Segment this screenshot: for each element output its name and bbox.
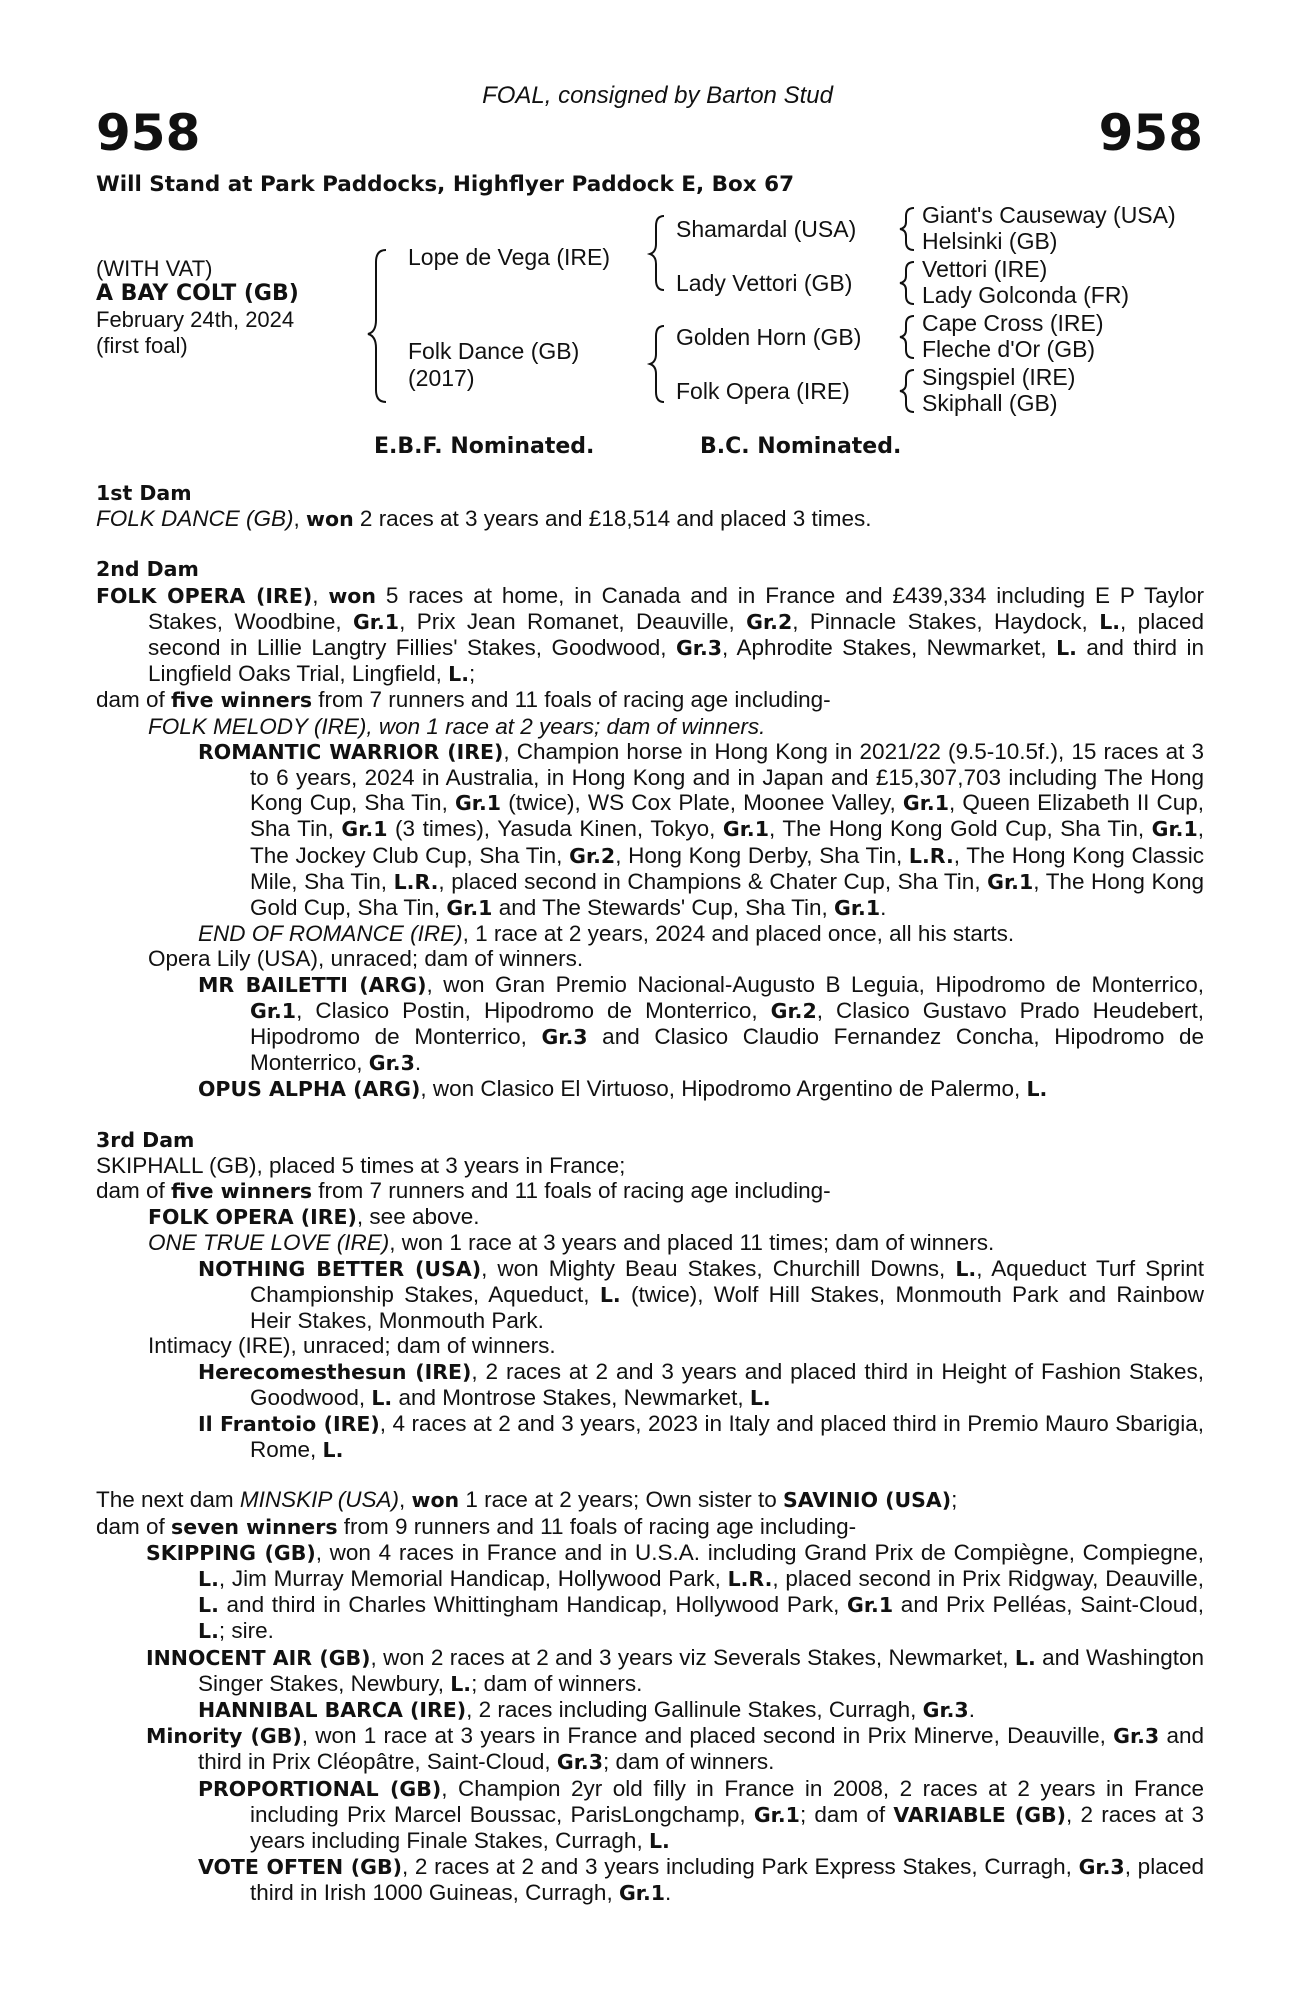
vat-note: (WITH VAT)	[96, 256, 213, 281]
first-dam-heading: 1st Dam	[96, 481, 192, 505]
main-brace	[368, 250, 386, 402]
sire-sire: Shamardal (USA)	[676, 216, 857, 242]
produce-skipping: SKIPPING (GB), won 4 races in France and in U.S.A. including Grand Prix de Compiègne, Compiegne, L., Jim Murray Memorial Handicap, Hollywood Park, L.R., placed second in Prix Ridgway, Deauville, L. and third in Charles Whittingham Handicap, Hollywood Park, Gr.1 and Prix Pelléas, Saint-Cloud, L.; sire.	[146, 1539, 1205, 1644]
lot-number-right: 958	[1098, 104, 1203, 162]
produce-folk-melody: FOLK MELODY (IRE), won 1 race at 2 years; dam of winners.	[148, 713, 766, 739]
foal-note: (first foal)	[96, 333, 188, 358]
second-dam-produce-summary: dam of five winners from 7 runners and 11 foals of racing age including-	[96, 687, 831, 713]
sire: Lope de Vega (IRE)	[408, 244, 611, 270]
stable-location: Will Stand at Park Paddocks, Highflyer Paddock E, Box 67	[96, 172, 795, 197]
second-dam-record: FOLK OPERA (IRE), won 5 races at home, in Canada and in France and £439,334 including E P Taylor Stakes, Woodbine, Gr.1, Prix Jean Romanet, Deauville, Gr.2, Pinnacle Stakes, Haydock, L., placed second in Lillie Langtry Fillies' Stakes, Goodwood, Gr.3, Aphrodite Stakes, Newmarket, L. and third in Lingfield Oaks Trial, Lingfield, L.;	[96, 582, 1204, 687]
produce-one-true-love: ONE TRUE LOVE (IRE), won 1 race at 3 years and placed 11 times; dam of winners.	[148, 1230, 995, 1256]
produce-hannibal-barca: HANNIBAL BARCA (IRE), 2 races including Gallinule Stakes, Curragh, Gr.3.	[198, 1696, 975, 1722]
dam-brace	[650, 326, 664, 402]
ds-dam: Fleche d'Or (GB)	[922, 336, 1096, 362]
produce-herecomesthesun: Herecomesthesun (IRE), 2 races at 2 and 3 years and placed third in Height of Fashion Stakes, Goodwood, L. and Montrose Stakes, Newmarket, L.	[198, 1358, 1204, 1410]
ss-dam: Helsinki (GB)	[922, 228, 1058, 254]
produce-vote-often: VOTE OFTEN (GB), 2 races at 2 and 3 years including Park Express Stakes, Curragh, Gr.3, placed third in Irish 1000 Guineas, Curragh, Gr.1.	[198, 1854, 1204, 1906]
next-dam-record: The next dam MINSKIP (USA), won 1 race at 2 years; Own sister to SAVINIO (USA);	[96, 1487, 958, 1513]
bc-nomination: B.C. Nominated.	[700, 434, 902, 459]
ds-brace	[900, 316, 914, 358]
third-dam-produce-summary: dam of five winners from 7 runners and 11 foals of racing age including-	[96, 1178, 831, 1204]
lot-number-left: 958	[96, 104, 201, 162]
catalogue-body	[96, 480, 1204, 1907]
third-dam-record: SKIPHALL (GB), placed 5 times at 3 years in France;	[96, 1152, 626, 1178]
ss-sire: Giant's Causeway (USA)	[922, 202, 1176, 228]
sire-brace	[650, 216, 664, 290]
sd-brace	[900, 262, 914, 304]
dd-dam: Skiphall (GB)	[922, 390, 1058, 416]
dam-dam: Folk Opera (IRE)	[676, 378, 850, 404]
second-dam-heading: 2nd Dam	[96, 557, 199, 582]
dd-sire: Singspiel (IRE)	[922, 364, 1076, 390]
produce-opus-alpha: OPUS ALPHA (ARG), won Clasico El Virtuoso, Hipodromo Argentino de Palermo, L.	[198, 1076, 1048, 1102]
produce-intimacy: Intimacy (IRE), unraced; dam of winners.	[148, 1333, 556, 1359]
produce-nothing-better: NOTHING BETTER (USA), won Mighty Beau Stakes, Churchill Downs, L., Aqueduct Turf Sprint Championship Stakes, Aqueduct, L. (twice), Wolf Hill Stakes, Monmouth Park and Rainbow Heir Stakes, Monmouth Park.	[198, 1255, 1204, 1334]
produce-minority: Minority (GB), won 1 race at 3 years in France and placed second in Prix Minerve, Deauville, Gr.3 and third in Prix Cléopâtre, Saint-Cloud, Gr.3; dam of winners.	[146, 1723, 1204, 1775]
produce-opera-lily: Opera Lily (USA), unraced; dam of winners.	[148, 946, 584, 972]
horse-name: A BAY COLT (GB)	[96, 281, 299, 306]
produce-romantic-warrior: ROMANTIC WARRIOR (IRE), Champion horse in Hong Kong in 2021/22 (9.5-10.5f.), 15 races at 3 to 6 years, 2024 in Australia, in Hong Kong and in Japan and £15,307,703 including The Hong Kong Cup, Sha Tin, Gr.1 (twice), WS Cox Plate, Moonee Valley, Gr.1, Queen Elizabeth II Cup, Sha Tin, Gr.1 (3 times), Yasuda Kinen, Tokyo, Gr.1, The Hong Kong Gold Cup, Sha Tin, Gr.1, The Jockey Club Cup, Sha Tin, Gr.2, Hong Kong Derby, Sha Tin, L.R., The Hong Kong Classic Mile, Sha Tin, L.R., placed second in Champions & Chater Cup, Sha Tin, Gr.1, The Hong Kong Gold Cup, Sha Tin, Gr.1 and The Stewards' Cup, Sha Tin, Gr.1.	[198, 738, 1205, 921]
ds-sire: Cape Cross (IRE)	[922, 310, 1104, 336]
produce-proportional: PROPORTIONAL (GB), Champion 2yr old filly in France in 2008, 2 races at 2 years in France including Prix Marcel Boussac, ParisLongchamp, Gr.1; dam of VARIABLE (GB), 2 races at 3 years including Finale Stakes, Curragh, L.	[198, 1775, 1204, 1853]
foaling-date: February 24th, 2024	[96, 307, 295, 332]
dam: Folk Dance (GB)	[408, 338, 580, 364]
produce-innocent-air: INNOCENT AIR (GB), won 2 races at 2 and 3 years viz Severals Stakes, Newmarket, L. and Washington Singer Stakes, Newbury, L.; dam of winners.	[146, 1644, 1204, 1696]
produce-folk-opera: FOLK OPERA (IRE), see above.	[148, 1204, 480, 1230]
consignor-subtitle: FOAL, consigned by Barton Stud	[482, 82, 833, 109]
sd-sire: Vettori (IRE)	[922, 256, 1048, 282]
dam-sire: Golden Horn (GB)	[676, 324, 862, 350]
sd-dam: Lady Golconda (FR)	[922, 282, 1130, 308]
sire-dam: Lady Vettori (GB)	[676, 270, 853, 296]
third-dam-heading: 3rd Dam	[96, 1127, 195, 1152]
dd-brace	[900, 370, 914, 412]
first-dam-record: FOLK DANCE (GB), won 2 races at 3 years and £18,514 and placed 3 times.	[96, 506, 872, 532]
ss-brace	[900, 208, 914, 250]
produce-end-of-romance: END OF ROMANCE (IRE), 1 race at 2 years, 2024 and placed once, all his starts.	[198, 921, 1015, 947]
ebf-nomination: E.B.F. Nominated.	[374, 434, 595, 459]
produce-il-frantoio: Il Frantoio (IRE), 4 races at 2 and 3 years, 2023 in Italy and placed third in Premio Mauro Sbarigia, Rome, L.	[198, 1410, 1204, 1463]
produce-mr-bailetti: MR BAILETTI (ARG), won Gran Premio Nacional-Augusto B Leguia, Hipodromo de Monterrico, Gr.1, Clasico Postin, Hipodromo de Monterrico, Gr.2, Clasico Gustavo Prado Heudebert, Hipodromo de Monterrico, Gr.3 and Clasico Claudio Fernandez Concha, Hipodromo de Monterrico, Gr.3.	[198, 971, 1204, 1076]
dam-year: (2017)	[408, 365, 475, 391]
next-dam-produce-summary: dam of seven winners from 9 runners and 11 foals of racing age including-	[96, 1513, 857, 1539]
